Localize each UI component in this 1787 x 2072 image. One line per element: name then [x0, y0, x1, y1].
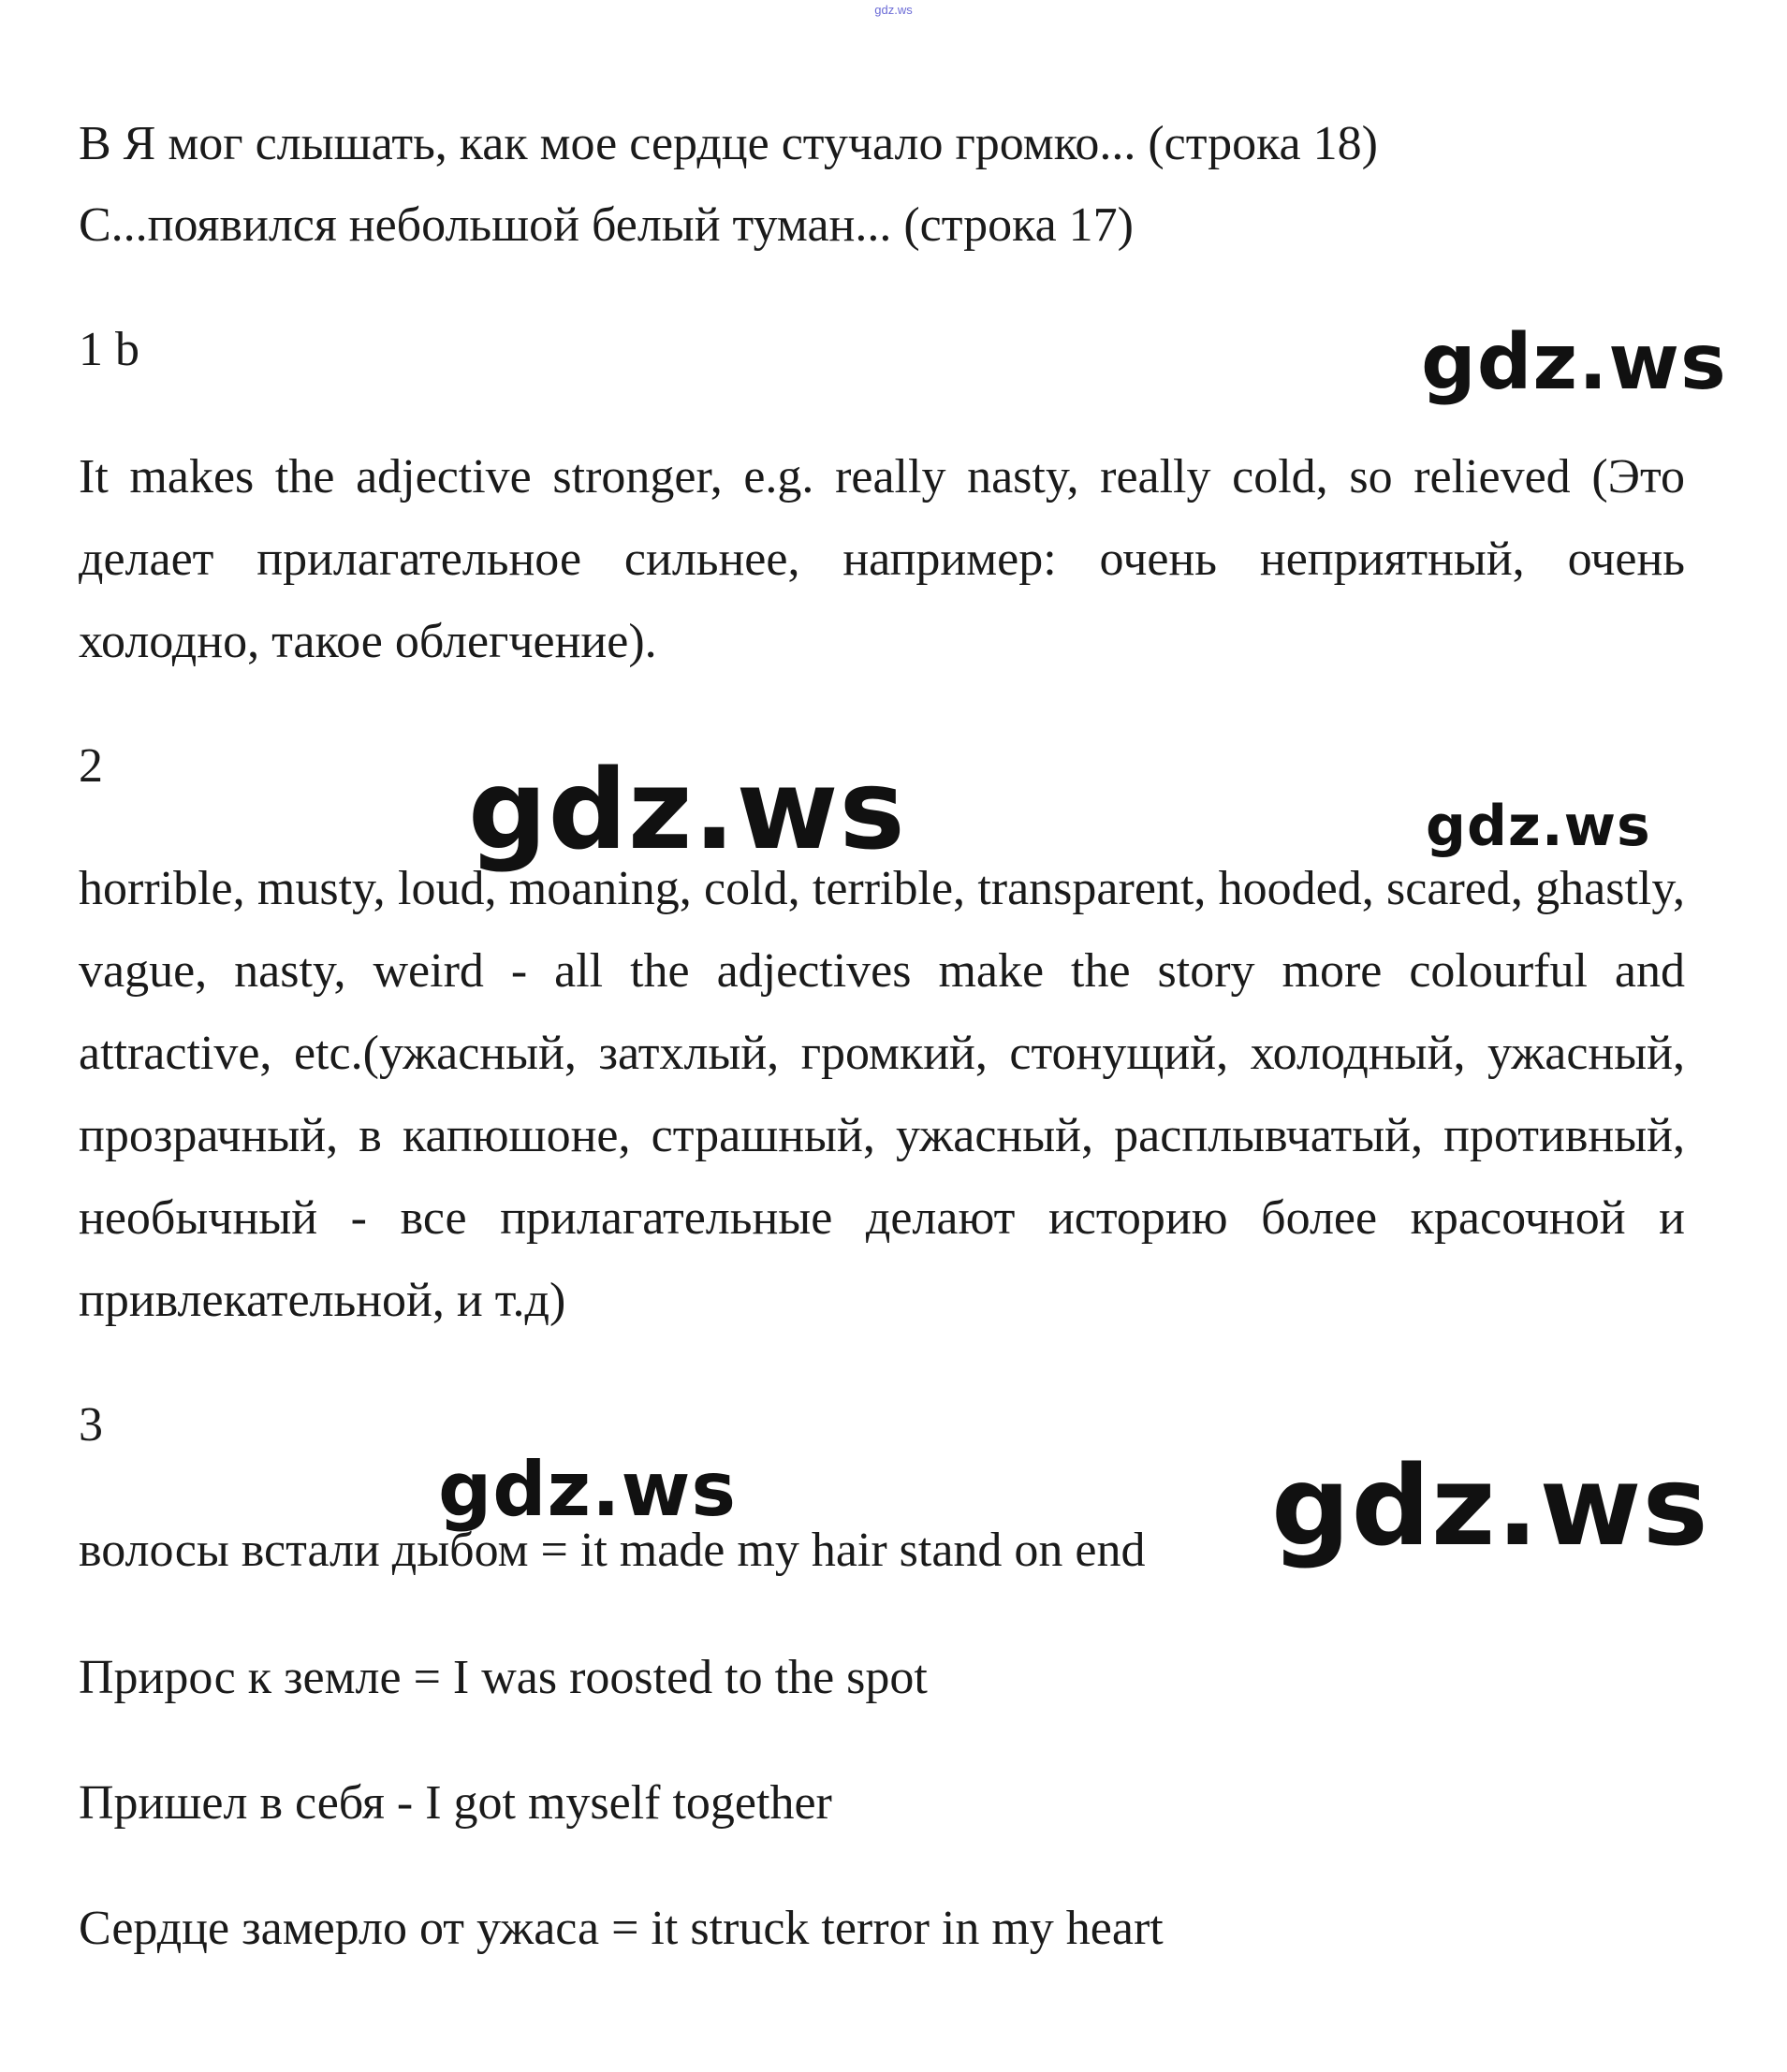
- watermark-logo: gdz.ws: [1421, 318, 1727, 407]
- task-3-item-1: волосы встали дыбом = it made my hair stand on end: [79, 1524, 1146, 1577]
- task-3-item-4: Сердце замерло от ужаса = it struck terror in my heart: [79, 1902, 1164, 1955]
- watermark-logo: gdz.ws: [468, 745, 906, 874]
- answer-line-c: С...появился небольшой белый туман... (строка 17): [79, 198, 1134, 252]
- watermark-logo: gdz.ws: [1426, 794, 1651, 859]
- task-1b-text: It makes the adjective stronger, e.g. really nasty, really cold, so relieved (Это делает прилагательное сильнее, например: очень неприятный, очень холодно, такое облегчение).: [79, 450, 1685, 668]
- watermark-logo: gdz.ws: [1271, 1441, 1709, 1570]
- task-3-item-3: Пришел в себя - I got myself together: [79, 1776, 832, 1830]
- task-3-item-2: Прирос к земле = I was roosted to the spot: [79, 1651, 928, 1704]
- task-2-number: 2: [79, 739, 103, 793]
- task-1b-number: 1 b: [79, 323, 139, 376]
- task-2-text: horrible, musty, loud, moaning, cold, terrible, transparent, hooded, scared, ghastly, vague, nasty, weird - all the adjectives make the story more colourful and attractive, etc.(ужасный, затхлый, громкий, стонущий, холодный, ужасный, прозрачный, в капюшоне, страшный, ужасный, расплывчатый, противный, необычный - все прилагательные делают историю более красочной и привлекательной, и т.д): [79, 862, 1685, 1327]
- watermark-logo: gdz.ws: [438, 1446, 738, 1533]
- answer-line-b: В Я мог слышать, как мое сердце стучало громко... (строка 18): [79, 117, 1378, 170]
- task-3-number: 3: [79, 1398, 103, 1452]
- site-mark: gdz.ws: [874, 3, 913, 17]
